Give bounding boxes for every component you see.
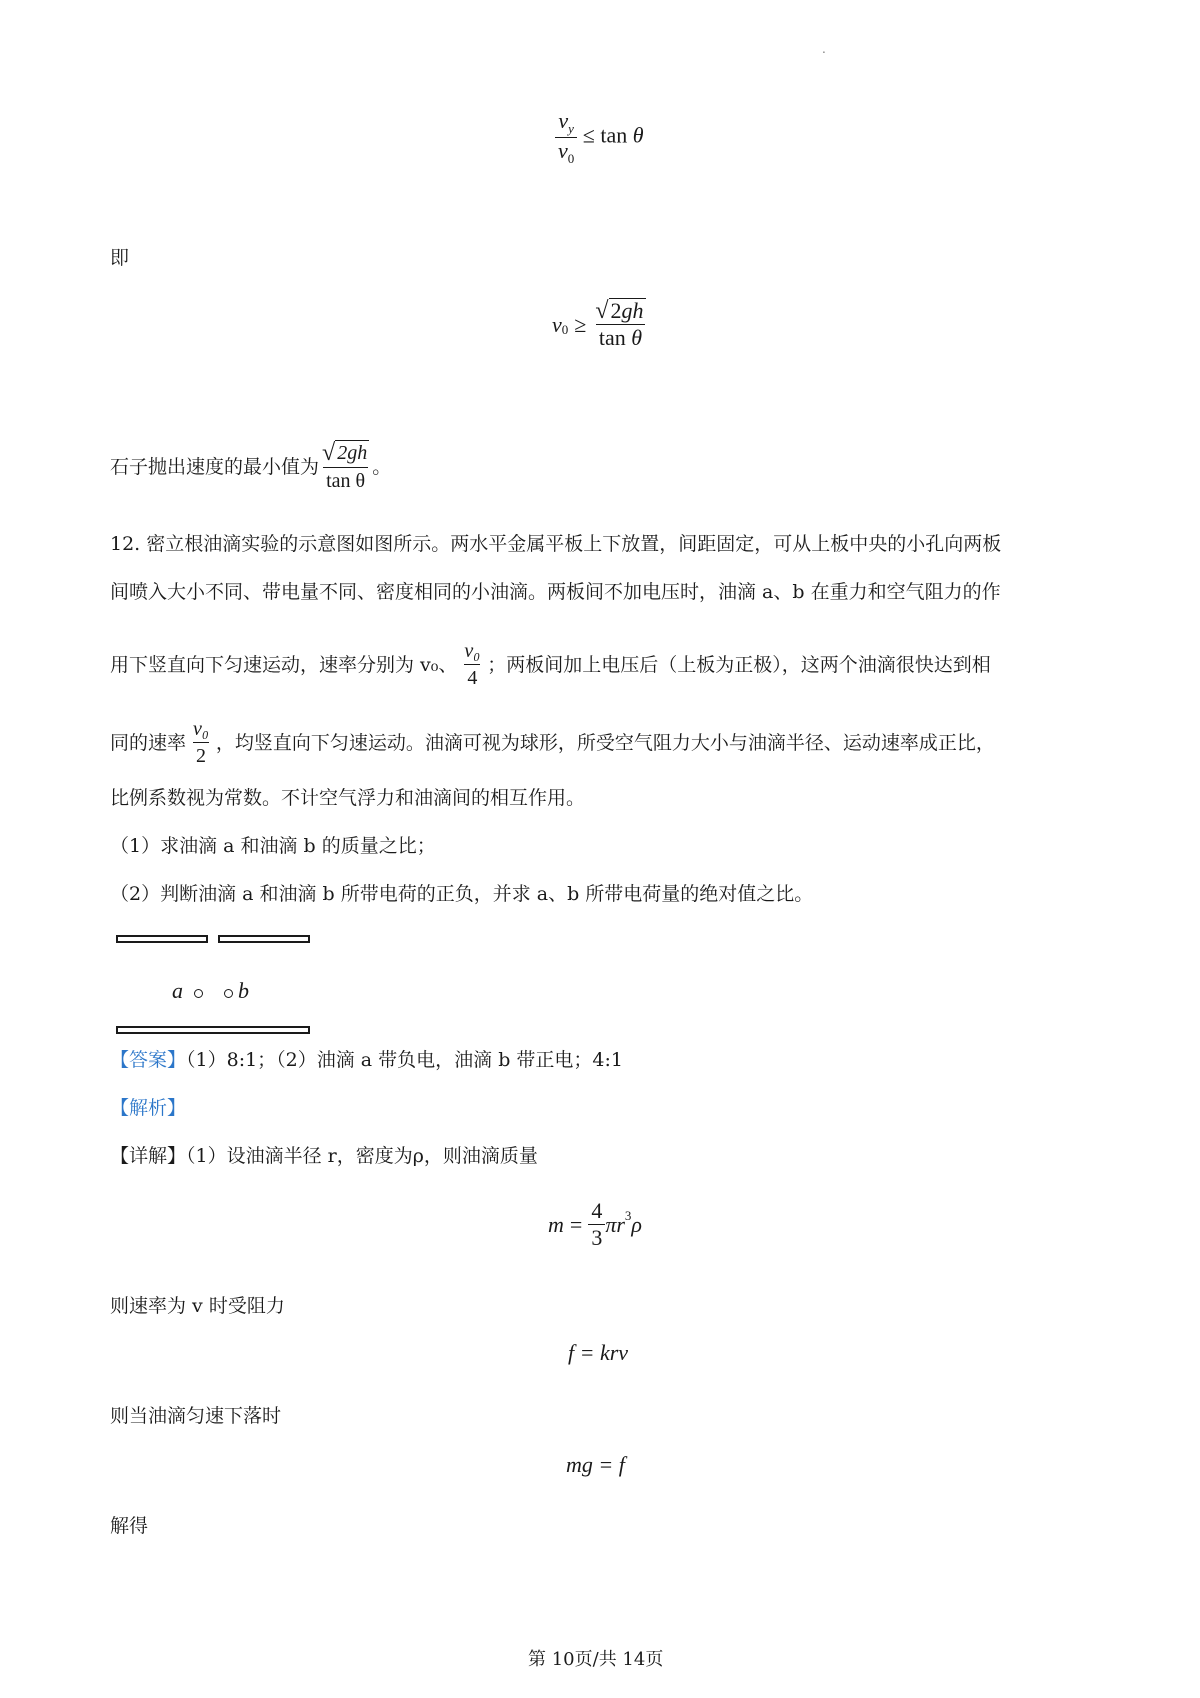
fraction-vy-over-v0: $\frac{v_y}{v_0}$	[555, 108, 577, 167]
fraction-min-speed: √ 2gh tan θ	[322, 440, 368, 492]
answer-tag: 【答案】	[110, 1049, 187, 1071]
text-solve: 解得	[110, 1515, 149, 1537]
detail-text: （1）设油滴半径 r，密度为ρ，则油滴质量	[186, 1145, 538, 1167]
equation-mass: m = $\frac{4}{3}$ π r 3 ρ	[548, 1198, 642, 1250]
fraction-4-3: $\frac{4}{3}$	[588, 1198, 605, 1251]
q12-line-4: 同的速率 $\frac{\text{v₀}}{2}$ ，均竖直向下匀速运动。油滴可视为球形，所受空气阻力大小与油滴半径、运动速率成正比，	[110, 718, 995, 767]
q12-subquestion-2: （2）判断油滴 a 和油滴 b 所带电荷的正负，并求 a、b 所带电荷量的绝对值之比。	[110, 883, 814, 905]
equation-v0-min: v 0 ≥ √ 2gh tan θ	[552, 298, 649, 351]
relation-le-tan: ≤ tan	[582, 122, 628, 148]
text-min-speed: 石子抛出速度的最小值为 √ 2gh tan θ 。	[110, 440, 392, 492]
text-uniform-fall: 则当油滴匀速下落时	[110, 1405, 282, 1427]
droplet-a-label: a	[172, 978, 183, 1003]
upper-plate-left	[116, 935, 208, 943]
q12-subquestion-1: （1）求油滴 a 和油滴 b 的质量之比；	[110, 835, 436, 857]
fraction-v0-over-2: $\frac{\text{v₀}}{2}$	[193, 718, 209, 767]
analysis-tag: 【解析】	[110, 1097, 187, 1119]
answer-line	[110, 1046, 623, 1074]
lower-plate	[116, 1026, 310, 1034]
q12-line-1: 12. 密立根油滴实验的示意图如图所示。两水平金属平板上下放置，间距固定，可从上板中央的小孔向两板	[110, 533, 1002, 555]
detail-line	[110, 1142, 538, 1170]
q12-line-5: 比例系数视为常数。不计空气浮力和油滴间的相互作用。	[110, 787, 586, 809]
theta-symbol: θ	[632, 122, 644, 148]
text-speed-v: 则速率为 v 时受阻力	[110, 1295, 285, 1317]
droplet-b-label: b	[238, 978, 249, 1003]
q12-line-3: 用下竖直向下匀速运动，速率分别为 v₀、 $\frac{\text{v₀}}{4}$ ；两板间加上电压后（上板为正极），这两个油滴很快达到相	[110, 640, 991, 689]
droplet-b	[224, 989, 233, 998]
corner-mark: .	[822, 42, 826, 56]
sqrt-2gh: √ 2gh	[595, 298, 644, 324]
upper-plate-right	[218, 935, 310, 943]
answer-text: （1）8:1；（2）油滴 a 带负电，油滴 b 带正电；4:1	[186, 1049, 623, 1071]
equation-balance: mg = f	[566, 1452, 625, 1477]
q12-line-2: 间喷入大小不同、带电量不同、密度相同的小油滴。两板间不加电压时，油滴 a、b 在重力和空气阻力的作	[110, 581, 1001, 603]
fraction-sqrt-over-tan: √ 2gh tan θ	[595, 298, 644, 350]
droplet-a	[194, 989, 203, 998]
millikan-diagram	[112, 932, 322, 1042]
equation-ratio-inequality	[555, 108, 644, 167]
page-footer: 第 10页/共 14页	[528, 1649, 664, 1670]
detail-tag: 【详解】	[110, 1145, 187, 1167]
text-ji: 即	[110, 247, 130, 269]
equation-drag: f = krv	[568, 1340, 629, 1365]
fraction-v0-over-4: $\frac{\text{v₀}}{4}$	[464, 640, 481, 689]
